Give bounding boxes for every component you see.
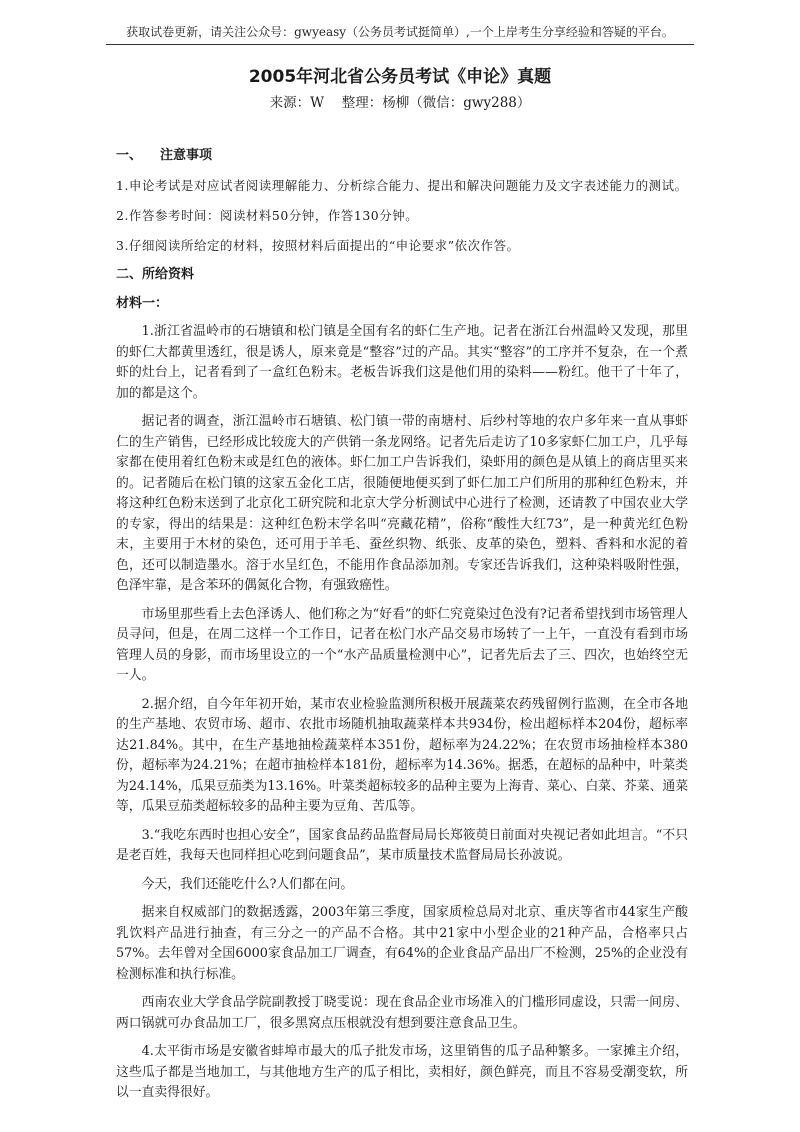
notice-item: 1.申论考试是对应试者阅读理解能力、分析综合能力、提出和解决问题能力及文字表述能力的测试。 [116, 178, 688, 193]
document-title: 2005年河北省公务员考试《申论》真题 [248, 67, 552, 87]
section-heading-notes [116, 146, 688, 166]
material-paragraph: 今天，我们还能吃什么?人们都在问。 [141, 876, 354, 892]
material-paragraph: 西南农业大学食品学院副教授丁晓雯说：现在食品企业市场准入的门槛形同虚设，只需一间房、两口锅就可办食品加工厂，很多黑窝点压根就没有想到要注意食品卫生。 [116, 995, 688, 1031]
material-paragraph: 3.“我吃东西时也担心安全”，国家食品药品监督局局长郑筱萸日前面对央视记者如此坦言。“不只是老百姓，我每天也同样担心吃到问题食品”，某市质量技术监督局局长孙波说。 [116, 827, 688, 863]
material-one-heading: 材料一： [116, 296, 169, 311]
document-subtitle: 来源：W 整理：杨柳（微信：gwy288） [269, 95, 531, 111]
material-paragraph: 据记者的调查，浙江温岭市石塘镇、松门镇一带的南塘村、后纱村等地的农户多年来一直从事虾仁的生产销售，已经形成比较庞大的产供销一条龙网络。记者先后走访了10多家虾仁加工户，几乎每家都在使用着红色粉末或是红色的液体。虾仁加工户告诉我们，染虾用的颜色是从镇上的商店里买来的。记者随后在松门镇的这家五金化工店，很随便地便买到了虾仁加工户们所用的那种红色粉末，并将这种红色粉末送到了北京化工研究院和北京大学分析测试中心进行了检测，还请教了中国农业大学的专家，得出的结果是：这种红色粉末学名叫“亮藏花精”，俗称“酸性大红73”，是一种黄光红色粉末，主要用于木材的染色，还可用于羊毛、蚕丝织物、纸张、皮革的染色，塑料、香料和水泥的着色，还可以制造墨水。溶于水呈红色，不能用作食品添加剂。专家还告诉我们，这种染料吸附性强，色泽牢靠，是含苯环的偶氮化合物，有强致癌性。 [116, 414, 688, 593]
material-paragraph: 1.浙江省温岭市的石塘镇和松门镇是全国有名的虾仁生产地。记者在浙江台州温岭又发现，那里的虾仁大都黄里透红，很是诱人，原来竟是“整容”过的产品。其实“整容”的工序并不复杂，在一个煮虾的灶台上，记者看到了一盒红色粉末。老板告诉我们这是他们用的染料——粉红。他干了十年了，加的都是这个。 [116, 324, 688, 401]
material-paragraph: 2.据介绍，自今年年初开始，某市农业检验监测所积极开展蔬菜农药残留例行监测，在全市各地的生产基地、农贸市场、超市、农批市场随机抽取蔬菜样本共934份，检出超标样本204份，超标率达21.84%。其中，在生产基地抽检蔬菜样本351份，超标率为24.22%；在农贸市场抽检样本380份，超标率为24.21%；在超市抽检样本181份，超标率为14.36%。据悉，在超标的品种中，叶菜类为24.14%，瓜果豆茄类为13.16%。叶菜类超标较多的品种主要为上海青、菜心、白菜、芥菜、通菜等，瓜果豆茄类超标较多的品种主要为豆角、苦瓜等。 [116, 696, 688, 814]
notice-item: 2.作答参考时间：阅读材料50分钟，作答130分钟。 [116, 208, 419, 223]
notice-item: 3.仔细阅读所给定的材料，按照材料后面提出的“申论要求”依次作答。 [116, 238, 520, 253]
top-banner: 获取试卷更新，请关注公众号：gwyeasy（公务员考试挺简单）,一个上岸考生分享经验和答疑的平台。 [126, 25, 674, 39]
section-number: 一、 [116, 148, 143, 163]
material-paragraph: 市场里那些看上去色泽诱人、他们称之为“好看”的虾仁究竟染过色没有?记者希望找到市场管理人员寻问，但是，在周二这样一个工作日，记者在松门水产品交易市场转了一上午，一直没有看到市场管理人员的身影，而市场里设立的一个“水产品质量检测中心”，记者先后去了三、四次，也始终空无一人。 [116, 606, 688, 683]
material-paragraph: 据来自权威部门的数据透露，2003年第三季度，国家质检总局对北京、重庆等省市44家生产酸乳饮料产品进行抽查，有三分之一的产品不合格。其中21家中小型企业的21种产品，合格率只占57%。去年曾对全国6000家食品加工厂调查，有64%的企业食品产品出厂不检测，25%的企业没有检测标准和执行标准。 [116, 905, 688, 982]
section-heading-materials: 二、所给资料 [116, 267, 195, 282]
header-divider [106, 44, 694, 45]
document-body [116, 146, 688, 1112]
material-paragraph: 4.太平街市场是安徽省蚌埠市最大的瓜子批发市场，这里销售的瓜子品种繁多。一家摊主介绍，这些瓜子都是当地加工，与其他地方生产的瓜子相比，卖相好，颜色鲜亮，而且不容易受潮变软，所以一直卖得很好。 [116, 1044, 688, 1100]
section-title: 注意事项 [160, 148, 213, 163]
